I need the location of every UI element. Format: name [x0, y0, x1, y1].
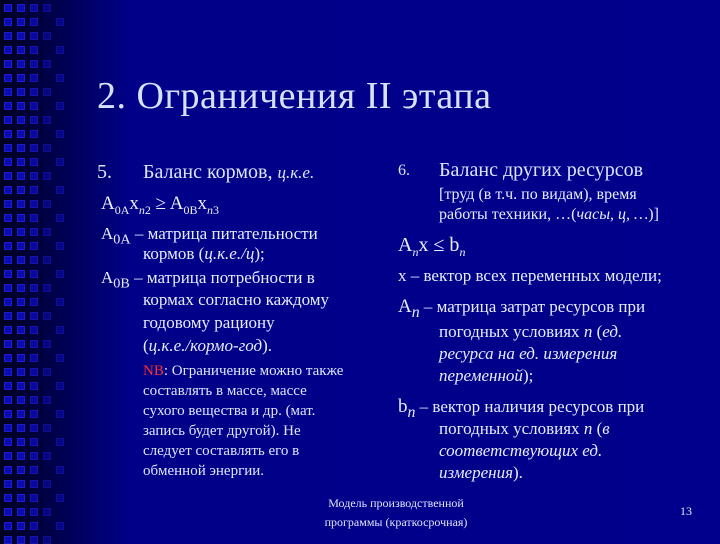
- right-def3-line4: измерения).: [439, 463, 523, 482]
- decorative-square: [17, 466, 25, 474]
- right-def3-line2: погодных условиях n (в: [439, 419, 610, 438]
- decorative-square: [17, 410, 25, 418]
- decorative-square: [30, 102, 38, 110]
- decorative-square: [17, 494, 25, 502]
- decorative-square: [17, 102, 25, 110]
- nb-label: NB: [143, 363, 164, 379]
- decorative-square: [30, 284, 38, 292]
- decorative-square: [4, 46, 12, 54]
- decorative-square: [30, 172, 38, 180]
- decorative-square: [30, 200, 38, 208]
- decorative-square: [4, 102, 12, 110]
- decorative-square: [30, 424, 38, 432]
- right-formula: $A_nx \le b_n$: [398, 234, 466, 259]
- decorative-square: [30, 522, 38, 530]
- decorative-square: [43, 312, 51, 320]
- decorative-square: [4, 368, 12, 376]
- decorative-square: [4, 144, 12, 152]
- decorative-square: [43, 536, 51, 544]
- decorative-square: [17, 158, 25, 166]
- right-def3: [398, 396, 644, 422]
- decorative-square: [17, 312, 25, 320]
- decorative-square: [17, 438, 25, 446]
- decorative-square: [30, 158, 38, 166]
- right-def2-line3: ресурса на ед. измерения: [439, 344, 618, 363]
- right-def3-symbol: $b_n$: [398, 396, 416, 421]
- left-def2: [101, 268, 315, 292]
- decorative-square: [4, 452, 12, 460]
- decorative-square: [17, 536, 25, 544]
- decorative-square: [17, 270, 25, 278]
- decorative-square: [56, 214, 64, 222]
- decorative-square: [56, 466, 64, 474]
- left-def2-symbol: $A_{0B}$: [101, 268, 130, 292]
- decorative-square: [43, 452, 51, 460]
- note-line5: следует составлять его в: [143, 443, 300, 459]
- decorative-square: [43, 256, 51, 264]
- decorative-square: [4, 410, 12, 418]
- right-sub-line2: работы техники, …(часы, ц, …)]: [439, 206, 659, 223]
- right-def3-line3: соответствующих ед.: [439, 441, 603, 460]
- decorative-square: [4, 340, 12, 348]
- left-def1-symbol: $A_{0A}$: [101, 224, 131, 248]
- decorative-square: [30, 88, 38, 96]
- decorative-square: [56, 130, 64, 138]
- right-sub-line1: [труд (в т.ч. по видам), время: [439, 186, 637, 203]
- decorative-square: [43, 60, 51, 68]
- decorative-square: [4, 298, 12, 306]
- decorative-square: [4, 312, 12, 320]
- decorative-square: [17, 354, 25, 362]
- decorative-square: [17, 172, 25, 180]
- decorative-square: [30, 46, 38, 54]
- decorative-square: [30, 340, 38, 348]
- decorative-square: [4, 4, 12, 12]
- decorative-square: [30, 4, 38, 12]
- right-def2: [398, 296, 645, 322]
- decorative-square: [4, 158, 12, 166]
- decorative-square: [17, 424, 25, 432]
- decorative-square: [4, 32, 12, 40]
- decorative-square: [17, 242, 25, 250]
- decorative-square: [30, 32, 38, 40]
- decorative-square: [30, 312, 38, 320]
- decorative-square: [56, 186, 64, 194]
- decorative-square: [17, 144, 25, 152]
- decorative-square: [30, 116, 38, 124]
- decorative-square: [17, 186, 25, 194]
- slide-footer: [296, 494, 496, 532]
- decorative-square: [30, 354, 38, 362]
- decorative-square: [4, 130, 12, 138]
- decorative-square: [30, 298, 38, 306]
- decorative-square: [17, 32, 25, 40]
- decorative-square: [56, 410, 64, 418]
- decorative-square: [56, 102, 64, 110]
- decorative-square: [43, 32, 51, 40]
- decorative-square-strip: [0, 0, 78, 540]
- decorative-square: [30, 228, 38, 236]
- decorative-square: [17, 18, 25, 26]
- left-def2-line4: (ц.к.е./кормо-год).: [143, 336, 273, 355]
- decorative-square: [43, 4, 51, 12]
- right-def2-line2: погодных условиях n (ед.: [439, 322, 623, 341]
- decorative-square: [43, 200, 51, 208]
- decorative-square: [56, 46, 64, 54]
- decorative-square: [43, 508, 51, 516]
- decorative-square: [43, 480, 51, 488]
- decorative-square: [4, 214, 12, 222]
- decorative-square: [30, 466, 38, 474]
- decorative-square: [17, 508, 25, 516]
- decorative-square: [17, 368, 25, 376]
- decorative-square: [4, 242, 12, 250]
- decorative-square: [4, 116, 12, 124]
- decorative-square: [4, 536, 12, 544]
- decorative-square: [30, 186, 38, 194]
- decorative-square: [56, 18, 64, 26]
- decorative-square: [17, 116, 25, 124]
- decorative-square: [56, 354, 64, 362]
- decorative-square: [43, 88, 51, 96]
- decorative-square: [43, 424, 51, 432]
- decorative-square: [17, 480, 25, 488]
- decorative-square: [30, 438, 38, 446]
- decorative-square: [4, 466, 12, 474]
- decorative-square: [30, 452, 38, 460]
- decorative-square: [43, 340, 51, 348]
- decorative-square: [56, 270, 64, 278]
- left-note: [143, 361, 343, 481]
- decorative-square: [43, 368, 51, 376]
- decorative-square: [4, 186, 12, 194]
- decorative-square: [56, 326, 64, 334]
- decorative-square: [4, 200, 12, 208]
- decorative-square: [17, 88, 25, 96]
- decorative-square: [4, 354, 12, 362]
- left-def2-line2: кормах согласно каждому: [143, 290, 330, 309]
- decorative-square: [4, 424, 12, 432]
- decorative-square: [17, 214, 25, 222]
- note-line4: запись будет другой). Не: [143, 423, 301, 439]
- decorative-square: [4, 60, 12, 68]
- decorative-square: [30, 270, 38, 278]
- note-line6: обменной энергии.: [143, 463, 265, 479]
- decorative-square: [30, 256, 38, 264]
- decorative-square: [56, 242, 64, 250]
- decorative-square: [30, 74, 38, 82]
- decorative-square: [30, 480, 38, 488]
- page-number: 13: [680, 504, 692, 518]
- decorative-square: [56, 74, 64, 82]
- decorative-square: [17, 4, 25, 12]
- right-def3-text: – вектор наличия ресурсов при: [415, 397, 645, 416]
- decorative-square: [4, 508, 12, 516]
- decorative-square: [4, 228, 12, 236]
- note-line2: составлять в массе, массе: [143, 383, 307, 399]
- right-def2-line4: переменной);: [439, 366, 534, 385]
- decorative-square: [4, 326, 12, 334]
- decorative-square: [56, 522, 64, 530]
- decorative-square: [56, 382, 64, 390]
- left-heading-unit: ц.к.е.: [277, 163, 315, 182]
- decorative-square: [17, 396, 25, 404]
- decorative-square: [17, 46, 25, 54]
- decorative-square: [43, 228, 51, 236]
- decorative-square: [30, 130, 38, 138]
- footer-line2: программы (краткосрочная): [324, 515, 468, 529]
- decorative-square: [30, 144, 38, 152]
- decorative-square: [17, 452, 25, 460]
- decorative-square: [56, 494, 64, 502]
- left-item-number: 5.: [97, 161, 112, 183]
- decorative-square: [30, 396, 38, 404]
- decorative-square: [43, 144, 51, 152]
- decorative-square: [17, 228, 25, 236]
- decorative-square: [30, 508, 38, 516]
- decorative-square: [17, 60, 25, 68]
- decorative-square: [17, 256, 25, 264]
- decorative-square: [4, 284, 12, 292]
- left-def2-line3: годовому рациону: [143, 313, 275, 332]
- decorative-square: [30, 60, 38, 68]
- decorative-square: [30, 382, 38, 390]
- decorative-square: [4, 480, 12, 488]
- decorative-square: [30, 410, 38, 418]
- decorative-square: [56, 298, 64, 306]
- right-def1: x – вектор всех переменных модели;: [398, 266, 662, 285]
- left-formula: $A_{0A}x_{n2} \ge A_{0B}x_{n3}$: [101, 193, 220, 217]
- decorative-square: [43, 284, 51, 292]
- decorative-square: [4, 270, 12, 278]
- decorative-square: [17, 340, 25, 348]
- footer-line1: Модель производственной: [328, 496, 464, 510]
- decorative-square: [4, 256, 12, 264]
- decorative-square: [30, 242, 38, 250]
- decorative-square: [17, 326, 25, 334]
- left-def1-line2: кормов (ц.к.е./ц);: [143, 244, 265, 263]
- decorative-square: [30, 368, 38, 376]
- decorative-square: [4, 396, 12, 404]
- decorative-square: [4, 18, 12, 26]
- decorative-square: [17, 284, 25, 292]
- left-heading: [143, 161, 314, 184]
- decorative-square: [56, 438, 64, 446]
- decorative-square: [43, 172, 51, 180]
- decorative-square: [4, 494, 12, 502]
- decorative-square: [30, 18, 38, 26]
- note-line1: : Ограничение можно также: [163, 363, 344, 379]
- decorative-square: [17, 74, 25, 82]
- decorative-square: [43, 396, 51, 404]
- decorative-square: [30, 494, 38, 502]
- left-def2-text: – матрица потребности в: [129, 268, 315, 287]
- decorative-square: [4, 522, 12, 530]
- decorative-square: [17, 522, 25, 530]
- decorative-square: [4, 382, 12, 390]
- decorative-square: [30, 326, 38, 334]
- decorative-square: [4, 88, 12, 96]
- right-def2-symbol: $A_n$: [398, 296, 420, 321]
- decorative-square: [56, 158, 64, 166]
- decorative-square: [30, 214, 38, 222]
- left-heading-text: Баланс кормов,: [143, 161, 278, 183]
- decorative-square: [30, 536, 38, 544]
- decorative-square: [4, 438, 12, 446]
- decorative-square: [17, 130, 25, 138]
- slide-title: 2. Ограничения II этапа: [97, 75, 492, 117]
- decorative-square: [43, 116, 51, 124]
- right-item-number: 6.: [398, 162, 410, 179]
- note-line3: сухого вещества и др. (мат.: [143, 403, 316, 419]
- decorative-square: [4, 172, 12, 180]
- decorative-square: [17, 200, 25, 208]
- left-def1-text: – матрица питательности: [130, 224, 318, 243]
- decorative-square: [17, 298, 25, 306]
- right-heading: Баланс других ресурсов: [439, 159, 644, 181]
- decorative-square: [4, 74, 12, 82]
- decorative-square: [17, 382, 25, 390]
- right-def2-text: – матрица затрат ресурсов при: [419, 297, 646, 316]
